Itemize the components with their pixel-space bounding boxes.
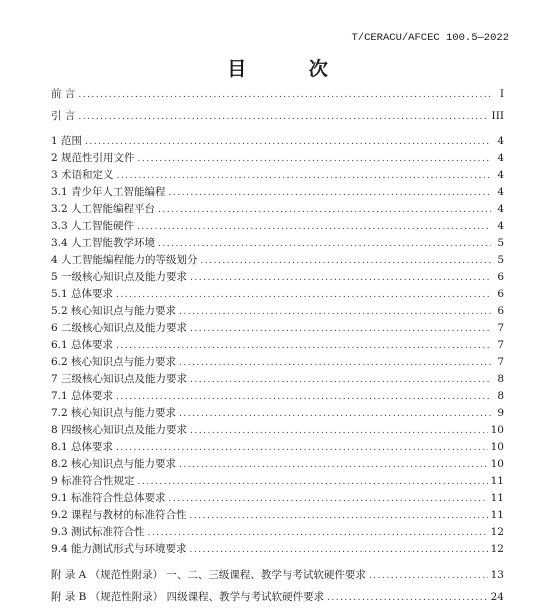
- toc-entry-page: I: [499, 88, 504, 100]
- dot-leader: [117, 168, 491, 185]
- toc-entry-page: 10: [490, 458, 504, 470]
- toc-entry-label: 7 三级核心知识点及能力要求: [51, 373, 188, 385]
- toc-entry-page: 5: [497, 254, 504, 266]
- toc-entry-label: 3.2 人工智能编程平台: [51, 203, 156, 215]
- toc-entry[interactable]: [51, 490, 504, 507]
- dot-leader: [190, 372, 491, 389]
- dot-leader: [190, 542, 488, 559]
- toc-entry-page: 10: [490, 424, 504, 436]
- toc-entry[interactable]: [51, 303, 504, 320]
- toc-entry[interactable]: [51, 167, 504, 184]
- dot-leader: [78, 106, 488, 128]
- dot-leader: [169, 185, 491, 202]
- toc-entry-label: 1 范围: [51, 135, 83, 147]
- toc-entry[interactable]: [51, 320, 504, 337]
- toc-entry[interactable]: [51, 252, 504, 269]
- dot-leader: [179, 355, 491, 372]
- toc-entry[interactable]: [51, 83, 504, 105]
- toc-entry-label: 9.4 能力测试形式与环境要求: [51, 543, 187, 555]
- dot-leader: [116, 338, 491, 355]
- dot-leader: [138, 151, 491, 168]
- toc-entry-label: 6 二级核心知识点及能力要求: [51, 322, 188, 334]
- toc-entry-label: 3 术语和定义: [51, 169, 114, 181]
- dot-leader: [138, 474, 488, 491]
- toc-entry-page: 13: [490, 569, 504, 581]
- toc-entry-label: 8.1 总体要求: [51, 441, 114, 453]
- toc-entry-page: 7: [497, 339, 504, 351]
- toc-entry-label: 附 录 A （规范性附录） 一、二、三级课程、教学与考试软硬件要求: [51, 569, 366, 581]
- dot-leader: [190, 423, 488, 440]
- toc-entry-label: 3.4 人工智能教学环境: [51, 237, 156, 249]
- toc-entry-label: 9.1 标准符合性总体要求: [51, 492, 166, 504]
- toc-entry-page: 5: [497, 237, 504, 249]
- toc-entry-label: 4 人工智能编程能力的等级划分: [51, 254, 198, 266]
- dot-leader: [179, 304, 491, 321]
- toc-entry-label: 3.1 青少年人工智能编程: [51, 186, 166, 198]
- dot-leader: [116, 440, 488, 457]
- toc-entry-page: 4: [497, 220, 504, 232]
- toc-entry[interactable]: [51, 422, 504, 439]
- toc-entry-page: 10: [490, 441, 504, 453]
- toc-entry[interactable]: [51, 564, 504, 586]
- toc-entry-page: 8: [497, 373, 504, 385]
- toc-entry-page: 4: [497, 203, 504, 215]
- dot-leader: [116, 287, 491, 304]
- toc-entry-page: 11: [490, 475, 504, 487]
- toc-entry-page: 7: [497, 356, 504, 368]
- dot-leader: [78, 84, 491, 106]
- toc-entry-page: 12: [490, 526, 504, 538]
- toc-entry[interactable]: [51, 507, 504, 524]
- toc-entry[interactable]: [51, 201, 504, 218]
- toc-entry-label: 7.1 总体要求: [51, 390, 114, 402]
- toc-entry[interactable]: [51, 218, 504, 235]
- toc-entry-label: 引 言: [51, 110, 76, 122]
- toc-entry-label: 附 录 B （规范性附录） 四级课程、教学与考试软硬件要求: [51, 591, 325, 603]
- toc-entry[interactable]: [51, 269, 504, 286]
- toc-entry-page: 6: [497, 288, 504, 300]
- toc-entry[interactable]: [51, 133, 504, 150]
- toc-entry[interactable]: [51, 388, 504, 405]
- toc-entry-label: 5.1 总体要求: [51, 288, 114, 300]
- toc-entry[interactable]: [51, 354, 504, 371]
- dot-leader: [179, 406, 491, 423]
- toc-entry-label: 8.2 核心知识点与能力要求: [51, 458, 177, 470]
- page-title: 目 次: [227, 58, 356, 80]
- toc-entry[interactable]: [51, 524, 504, 541]
- toc-entry-label: 8 四级核心知识点及能力要求: [51, 424, 188, 436]
- toc-entry[interactable]: [51, 235, 504, 252]
- toc-entry-page: 4: [497, 135, 504, 147]
- toc-entry-label: 5 一级核心知识点及能力要求: [51, 271, 188, 283]
- toc-entry-page: 11: [490, 509, 504, 521]
- dot-leader: [137, 219, 491, 236]
- dot-leader: [158, 202, 491, 219]
- toc-entry-page: 24: [490, 591, 504, 603]
- toc-entry[interactable]: [51, 541, 504, 558]
- toc-entry-page: III: [491, 110, 504, 122]
- toc-entry-label: 9.2 课程与教材的标准符合性: [51, 509, 187, 521]
- toc-entry[interactable]: [51, 184, 504, 201]
- toc-entry-page: 12: [490, 543, 504, 555]
- dot-leader: [148, 525, 488, 542]
- toc-entry-page: 8: [497, 390, 504, 402]
- toc-entry[interactable]: [51, 337, 504, 354]
- toc-entry-page: 6: [497, 271, 504, 283]
- toc-entry-label: 2 规范性引用文件: [51, 152, 135, 164]
- toc-entry[interactable]: [51, 439, 504, 456]
- dot-leader: [190, 270, 491, 287]
- toc-entry-page: 7: [497, 322, 504, 334]
- toc-entry[interactable]: [51, 150, 504, 167]
- toc-entry-label: 6.2 核心知识点与能力要求: [51, 356, 177, 368]
- dot-leader: [158, 236, 491, 253]
- table-of-contents: [51, 83, 504, 608]
- dot-leader: [169, 491, 488, 508]
- toc-entry[interactable]: [51, 456, 504, 473]
- toc-entry-label: 6.1 总体要求: [51, 339, 114, 351]
- toc-entry-label: 9 标准符合性规定: [51, 475, 135, 487]
- toc-entry-page: 4: [497, 169, 504, 181]
- toc-entry-label: 3.3 人工智能硬件: [51, 220, 135, 232]
- toc-entry-label: 5.2 核心知识点与能力要求: [51, 305, 177, 317]
- dot-leader: [327, 587, 488, 609]
- toc-entry[interactable]: [51, 371, 504, 388]
- toc-entry-page: 11: [490, 492, 504, 504]
- toc-entry-label: 前 言: [51, 88, 76, 100]
- toc-entry[interactable]: [51, 286, 504, 303]
- toc-entry[interactable]: [51, 405, 504, 422]
- toc-entry-label: 7.2 核心知识点与能力要求: [51, 407, 177, 419]
- dot-leader: [201, 253, 491, 270]
- toc-entry[interactable]: [51, 105, 504, 127]
- dot-leader: [190, 321, 491, 338]
- toc-entry-page: 4: [497, 152, 504, 164]
- toc-entry-page: 4: [497, 186, 504, 198]
- dot-leader: [179, 457, 488, 474]
- toc-entry-label: 9.3 测试标准符合性: [51, 526, 145, 538]
- dot-leader: [190, 508, 488, 525]
- toc-entry-page: 6: [497, 305, 504, 317]
- toc-entry[interactable]: [51, 586, 504, 608]
- dot-leader: [85, 134, 491, 151]
- toc-entry[interactable]: [51, 473, 504, 490]
- dot-leader: [116, 389, 491, 406]
- document-code: T/CERACU/AFCEC 100.5—2022: [351, 32, 509, 44]
- toc-entry-page: 9: [497, 407, 504, 419]
